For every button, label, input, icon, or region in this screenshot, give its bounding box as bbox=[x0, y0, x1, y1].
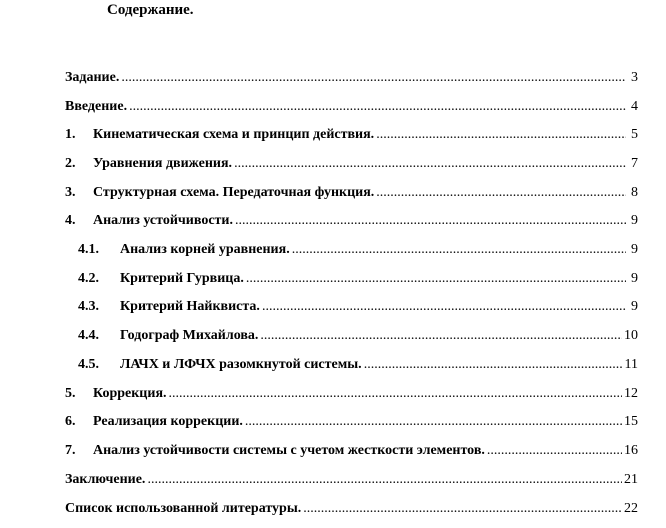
toc-entry-label: Задание. bbox=[65, 70, 120, 85]
toc-leader-dots bbox=[292, 241, 626, 259]
toc-entry-number: 4.3. bbox=[78, 299, 99, 314]
toc-title: Содержание. bbox=[107, 2, 194, 18]
toc-entry-number: 2. bbox=[65, 156, 76, 171]
toc-entry-2[interactable] bbox=[65, 155, 638, 173]
toc-entry-label: Введение. bbox=[65, 99, 128, 114]
toc-leader-dots bbox=[235, 212, 626, 230]
toc-entry-number: 4.1. bbox=[78, 242, 99, 257]
toc-page-number: 12 bbox=[624, 386, 638, 401]
toc-entry-label: Кинематическая схема и принцип действия. bbox=[93, 127, 375, 142]
toc-entry-label: Критерий Гурвица. bbox=[120, 271, 244, 286]
toc-entry-label: Анализ устойчивости. bbox=[93, 213, 233, 228]
toc-entry-label: ЛАЧХ и ЛФЧХ разомкнутой системы. bbox=[120, 357, 362, 372]
toc-page-number: 7 bbox=[631, 156, 638, 171]
toc-page-number: 10 bbox=[624, 328, 638, 343]
toc-entry-label: Структурная схема. Передаточная функция. bbox=[93, 185, 375, 200]
toc-leader-dots bbox=[364, 356, 623, 374]
toc-entry-label: Реализация коррекции. bbox=[93, 414, 243, 429]
toc-entry-references[interactable] bbox=[65, 500, 638, 518]
toc-page-number: 9 bbox=[631, 299, 638, 314]
toc-leader-dots bbox=[234, 155, 626, 173]
toc-page-number: 22 bbox=[624, 501, 638, 516]
toc-page-number: 21 bbox=[624, 472, 638, 487]
toc-leader-dots bbox=[121, 69, 626, 87]
toc-entry-label: Годограф Михайлова. bbox=[120, 328, 259, 343]
toc-leader-dots bbox=[129, 98, 626, 116]
toc-entry-label: Критерий Найквиста. bbox=[120, 299, 260, 314]
toc-leader-dots bbox=[487, 442, 622, 460]
toc-leader-dots bbox=[262, 298, 626, 316]
toc-entry-introduction[interactable] bbox=[65, 98, 638, 116]
toc-entry-7[interactable] bbox=[65, 442, 638, 460]
toc-entry-number: 4.5. bbox=[78, 357, 99, 372]
toc-entry-label: Заключение. bbox=[65, 472, 146, 487]
toc-entry-6[interactable] bbox=[65, 413, 638, 431]
toc-entry-label: Анализ устойчивости системы с учетом жесткости элементов. bbox=[93, 443, 485, 458]
toc-entry-4-5[interactable] bbox=[78, 356, 638, 374]
toc-leader-dots bbox=[246, 270, 626, 288]
toc-entry-number: 1. bbox=[65, 127, 76, 142]
toc-entry-3[interactable] bbox=[65, 184, 638, 202]
toc-entry-4-3[interactable] bbox=[78, 298, 638, 316]
toc-page-number: 5 bbox=[631, 127, 638, 142]
toc-leader-dots bbox=[147, 471, 622, 489]
toc-entry-number: 5. bbox=[65, 386, 76, 401]
toc-entry-label: Список использованной литературы. bbox=[65, 501, 302, 516]
toc-leader-dots bbox=[260, 327, 622, 345]
toc-entry-number: 4. bbox=[65, 213, 76, 228]
toc-entry-4[interactable] bbox=[65, 212, 638, 230]
toc-page-number: 3 bbox=[631, 70, 638, 85]
toc-leader-dots bbox=[169, 385, 622, 403]
toc-entry-label: Коррекция. bbox=[93, 386, 167, 401]
toc-entry-number: 7. bbox=[65, 443, 76, 458]
toc-entry-number: 3. bbox=[65, 185, 76, 200]
toc-page-number: 15 bbox=[624, 414, 638, 429]
toc-page-number: 9 bbox=[631, 242, 638, 257]
toc-page-number: 4 bbox=[631, 99, 638, 114]
toc-entry-label: Анализ корней уравнения. bbox=[120, 242, 290, 257]
toc-entry-conclusion[interactable] bbox=[65, 471, 638, 489]
toc-entry-label: Уравнения движения. bbox=[93, 156, 233, 171]
toc-page-number: 8 bbox=[631, 185, 638, 200]
toc-entry-number: 4.4. bbox=[78, 328, 99, 343]
toc-page-number: 9 bbox=[631, 271, 638, 286]
toc-leader-dots bbox=[303, 500, 622, 518]
toc-entry-number: 4.2. bbox=[78, 271, 99, 286]
toc-leader-dots bbox=[376, 184, 626, 202]
toc-entry-1[interactable] bbox=[65, 126, 638, 144]
toc-entry-4-1[interactable] bbox=[78, 241, 638, 259]
toc-entry-5[interactable] bbox=[65, 385, 638, 403]
toc-entry-assignment[interactable] bbox=[65, 69, 638, 87]
toc-entry-4-4[interactable] bbox=[78, 327, 638, 345]
toc-page-number: 9 bbox=[631, 213, 638, 228]
toc-entry-4-2[interactable] bbox=[78, 270, 638, 288]
toc-page-number: 11 bbox=[624, 357, 638, 372]
toc-leader-dots bbox=[376, 126, 626, 144]
toc-page-number: 16 bbox=[624, 443, 638, 458]
toc-leader-dots bbox=[245, 413, 622, 431]
toc-entry-number: 6. bbox=[65, 414, 76, 429]
